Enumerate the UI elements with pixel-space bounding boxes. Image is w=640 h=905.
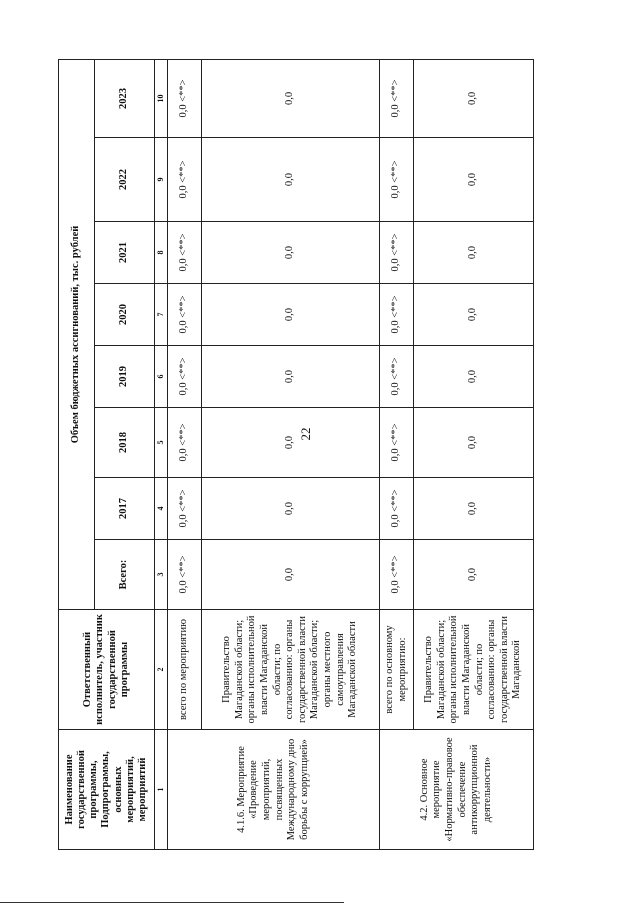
column-number: 1	[155, 730, 168, 850]
header-year: 2019	[95, 346, 155, 408]
column-number: 7	[155, 284, 168, 346]
header-name: Наименование государственной программы, Подпрограммы, основных мероприятий, мероприятий	[59, 730, 155, 850]
value-cell: 0,0 <**>	[380, 540, 414, 610]
value-cell: 0,0 <**>	[168, 346, 202, 408]
page-number: 22	[298, 427, 313, 441]
value-cell: 0,0 <**>	[380, 478, 414, 540]
column-number: 10	[155, 59, 168, 137]
column-number: 9	[155, 138, 168, 222]
header-year: 2022	[95, 138, 155, 222]
value-cell: 0,0 <**>	[168, 59, 202, 137]
value-cell: 0,0 <**>	[380, 346, 414, 408]
value-cell: 0,0 <**>	[380, 59, 414, 137]
value-cell: 0,0	[414, 540, 534, 610]
value-cell: 0,0	[202, 284, 380, 346]
value-cell: 0,0	[202, 478, 380, 540]
value-cell: 0,0 <**>	[380, 284, 414, 346]
budget-table	[58, 59, 534, 850]
header-year: 2020	[95, 284, 155, 346]
header-year: 2018	[95, 408, 155, 478]
header-executor: Ответственный исполнитель, участник государственной программы	[59, 610, 155, 730]
value-cell: 0,0	[202, 222, 380, 284]
executor-cell: Правительство Магаданской области; органы исполнительной власти Магаданской области; по согласованию: органы государственной власти Магаданской области; органы местного самоуправления Магаданской области	[202, 610, 380, 730]
event-name: 4.2. Основное мероприятие «Нормативно-правовое обеспечение антикоррупционной деятельности»	[380, 730, 534, 850]
column-number: 4	[155, 478, 168, 540]
column-number: 6	[155, 346, 168, 408]
value-cell: 0,0 <**>	[168, 222, 202, 284]
column-number: 5	[155, 408, 168, 478]
value-cell: 0,0	[202, 59, 380, 137]
value-cell: 0,0	[202, 346, 380, 408]
event-name: 4.1.6. Мероприятие «Проведение мероприятий, посвященных Международному дню борьбы с коррупцией»	[168, 730, 380, 850]
value-cell: 0,0	[202, 540, 380, 610]
value-cell: 0,0 <**>	[380, 408, 414, 478]
page-bottom-rule	[0, 902, 344, 903]
column-number: 8	[155, 222, 168, 284]
value-cell: 0,0 <**>	[168, 540, 202, 610]
value-cell: 0,0	[202, 408, 380, 478]
header-year: 2017	[95, 478, 155, 540]
value-cell: 0,0 <**>	[380, 138, 414, 222]
header-year: Всего:	[95, 540, 155, 610]
column-number: 2	[155, 610, 168, 730]
header-year: 2023	[95, 59, 155, 137]
value-cell: 0,0 <**>	[380, 222, 414, 284]
value-cell: 0,0	[414, 284, 534, 346]
executor-cell: Правительство Магаданской области; органы исполнительной власти Магаданской области; по согласованию: органы государственной власти Магаданской	[414, 610, 534, 730]
value-cell: 0,0	[414, 59, 534, 137]
table-row	[380, 59, 414, 849]
table-row	[168, 59, 202, 849]
header-year: 2021	[95, 222, 155, 284]
total-label: всего по основному мероприятию:	[380, 610, 414, 730]
value-cell: 0,0	[202, 138, 380, 222]
value-cell: 0,0 <**>	[168, 408, 202, 478]
value-cell: 0,0 <**>	[168, 478, 202, 540]
budget-table-sheet	[58, 60, 580, 850]
header-budget-group: Объем бюджетных ассигнований, тыс. рублей	[59, 59, 95, 609]
total-label: всего по мероприятию	[168, 610, 202, 730]
column-number: 3	[155, 540, 168, 610]
value-cell: 0,0	[414, 222, 534, 284]
value-cell: 0,0	[414, 138, 534, 222]
value-cell: 0,0 <**>	[168, 284, 202, 346]
value-cell: 0,0 <**>	[168, 138, 202, 222]
value-cell: 0,0	[414, 346, 534, 408]
value-cell: 0,0	[414, 408, 534, 478]
value-cell: 0,0	[414, 478, 534, 540]
